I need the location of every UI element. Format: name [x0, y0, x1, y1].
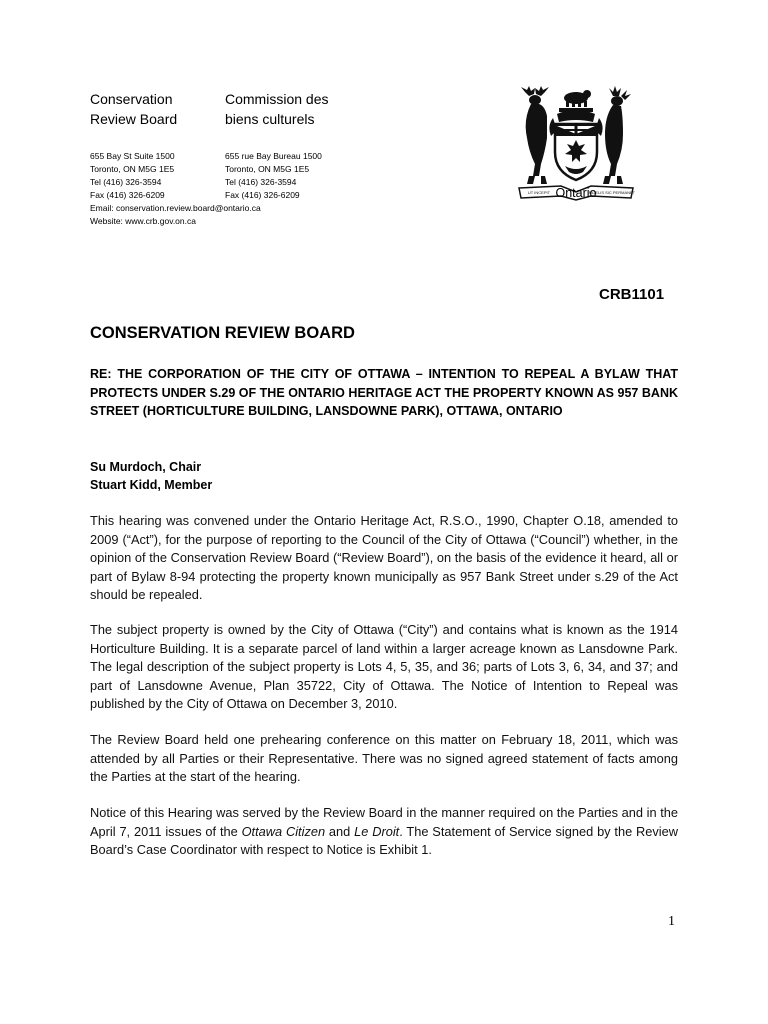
paragraph-1: This hearing was convened under the Ontario Heritage Act, R.S.O., 1990, Chapter O.18, amended to 2009 (“Act”), for the purpose of reporting to the Council of the City of Ottawa (“Council”) whether, in the opinion of the Conservation Review Board (“Review Board”), on the basis of the evidence it heard, all or part of Bylaw 8-94 protecting the property known municipally as 957 Bank Street under s.29 of the Act should be repealed.: [90, 513, 678, 602]
page-number: 1: [668, 914, 675, 929]
org-name-fr-line1: Commission des: [225, 91, 329, 107]
org-name-en-line1: Conservation: [90, 91, 173, 107]
file-number: CRB1101: [599, 286, 665, 303]
page-title: CONSERVATION REVIEW BOARD: [90, 324, 355, 342]
address-fr-street: 655 rue Bay Bureau 1500: [225, 151, 322, 161]
address-en-city: Toronto, ON M5G 1E5: [90, 164, 175, 174]
paragraph-4-publication-1: Ottawa Citizen: [241, 823, 326, 839]
paragraph-4: [90, 804, 678, 860]
crest-motto-left: UT INCEPIT: [527, 190, 551, 195]
contact-block: [90, 202, 261, 228]
address-fr: [225, 150, 322, 202]
address-fr-city: Toronto, ON M5G 1E5: [225, 164, 310, 174]
paragraph-4-part-c: and: [325, 823, 355, 839]
org-name-en-line2: Review Board: [90, 111, 178, 127]
address-en-street: 655 Bay St Suite 1500: [90, 151, 175, 161]
paragraph-4-part-e: . The Statement of Service signed by the Review Board’s Case Coordinator with respect to Notice is Exhibit 1.: [90, 823, 679, 857]
org-name-en: [90, 89, 177, 129]
paragraph-3: The Review Board held one prehearing conference on this matter on February 18, 2011, which was attended by all Parties or their Representative. There was no signed agreed statement of facts among the Parties at the start of the hearing.: [90, 732, 678, 784]
member-member: Stuart Kidd, Member: [90, 478, 213, 492]
email-line[interactable]: Email: conservation.review.board@ontario.ca: [90, 203, 261, 213]
address-fr-tel: Tel (416) 326-3594: [225, 177, 297, 187]
address-en-tel: Tel (416) 326-3594: [90, 177, 162, 187]
member-chair: Su Murdoch, Chair: [90, 460, 202, 474]
paragraph-2: The subject property is owned by the City of Ottawa (“City”) and contains what is known as the 1914 Horticulture Building. It is a separate parcel of land within a larger acreage known as Lansdowne Park. The legal description of the subject property is Lots 4, 5, 35, and 36; parts of Lots 3, 6, 34, and 37; and part of Lansdowne Avenue, Plan 35722, City of Ottawa. The Notice of Intention to Repeal was published by the City of Ottawa on December 3, 2010.: [90, 622, 678, 711]
address-fr-fax: Fax (416) 326-6209: [225, 190, 300, 200]
crest-motto-right: FIDELIS SIC PERMANET: [588, 190, 635, 195]
panel-members: [90, 458, 212, 494]
paragraph-4-publication-2: Le Droit: [354, 823, 400, 839]
org-name-fr: [225, 89, 328, 129]
address-en: [90, 150, 175, 202]
org-name-fr-line2: biens culturels: [225, 111, 315, 127]
re-heading: RE: THE CORPORATION OF THE CITY OF OTTAWA – INTENTION TO REPEAL A BYLAW THAT PROTECTS UNDER S.29 OF THE ONTARIO HERITAGE ACT THE PROPERTY KNOWN AS 957 BANK STREET (HORTICULTURE BUILDING, LANSDOWNE PARK), OTTAWA, ONTARIO: [90, 367, 678, 418]
crest-label: Ontario: [555, 186, 597, 200]
paragraph-4-part-a: Notice of this Hearing was served by the Review Board in the manner required on the Parties and in the April 7, 2011 issues of the: [90, 805, 678, 839]
address-en-fax: Fax (416) 326-6209: [90, 190, 165, 200]
website-line[interactable]: Website: www.crb.gov.on.ca: [90, 216, 196, 226]
